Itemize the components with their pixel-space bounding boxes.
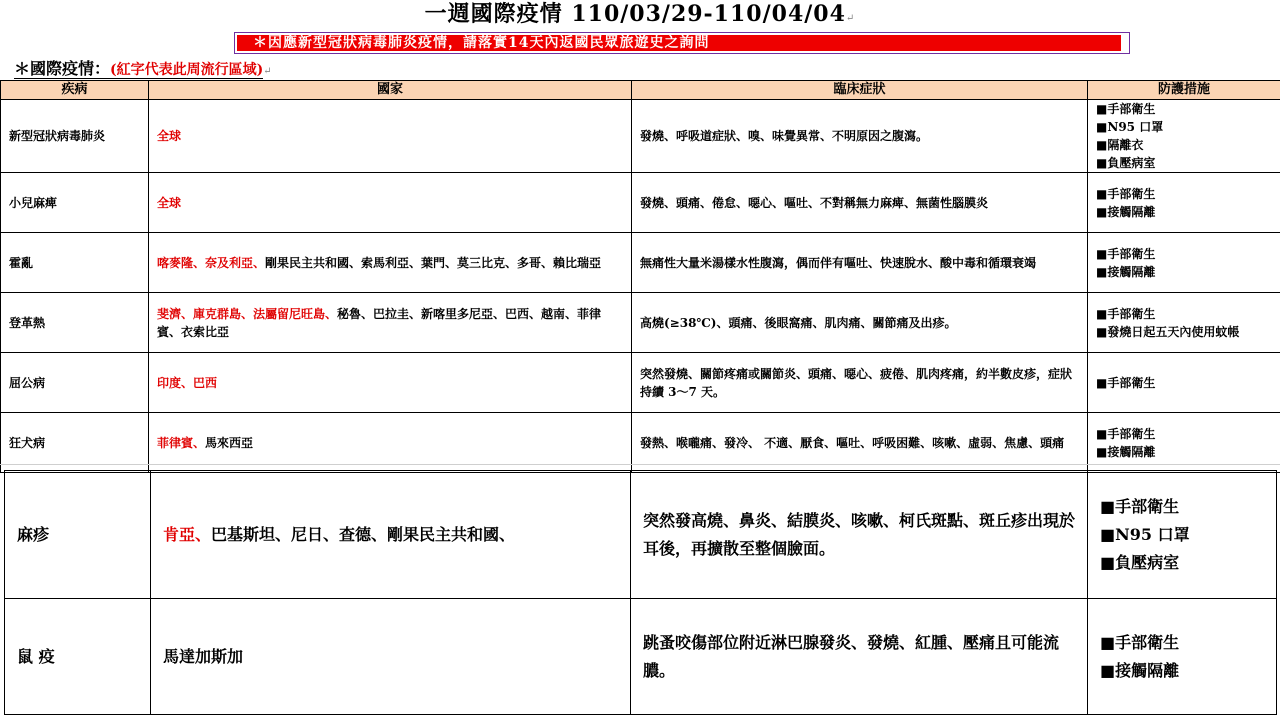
protection-label: 手部衛生 xyxy=(1107,375,1156,390)
disease-cell xyxy=(1,293,149,353)
protection-item xyxy=(1100,521,1264,549)
symptoms-cell xyxy=(631,471,1088,599)
symptoms-text: 發熱、喉嚨痛、發冷、 不適、厭食、嘔吐、呼吸困難、咳嗽、虛弱、焦慮、頭痛 xyxy=(640,435,1065,450)
protection-item xyxy=(1096,323,1272,341)
disease-cell xyxy=(5,471,151,599)
country-list: 馬來西亞 xyxy=(205,435,254,450)
protection-cell xyxy=(1088,353,1280,413)
square-bullet-icon: ■ xyxy=(1096,444,1108,459)
protection-cell xyxy=(1088,233,1280,293)
protection-label: N95 口罩 xyxy=(1107,120,1164,134)
section-subtitle-label: ＊國際疫情： xyxy=(14,59,111,78)
notice-banner-text: ＊因應新型冠狀病毒肺炎疫情，請落實14天內返國民眾旅遊史之詢問 xyxy=(237,35,1121,51)
country-cell xyxy=(149,233,632,293)
table-header-row xyxy=(1,81,1280,100)
protection-item xyxy=(1096,136,1272,154)
protection-label: 手部衛生 xyxy=(1107,306,1156,321)
disease-cell xyxy=(1,353,149,413)
protection-label: 負壓病室 xyxy=(1107,156,1156,170)
protection-cell xyxy=(1088,293,1280,353)
square-bullet-icon: ■ xyxy=(1096,246,1108,261)
table-row xyxy=(1,100,1280,173)
square-bullet-icon: ■ xyxy=(1096,186,1108,201)
epidemic-table-large xyxy=(4,470,1277,715)
protection-cell xyxy=(1088,599,1277,715)
disease-name: 狂犬病 xyxy=(9,435,46,450)
protection-label: 接觸隔離 xyxy=(1107,204,1156,219)
country-red-list: 菲律賓、 xyxy=(157,435,206,450)
disease-name: 小兒麻痺 xyxy=(9,195,58,210)
table-row xyxy=(1,293,1280,353)
country-cell xyxy=(149,173,632,233)
section-subtitle: ＊國際疫情：(紅字代表此周流行區域)↵ xyxy=(14,59,272,78)
country-list: 馬達加斯加 xyxy=(163,646,244,666)
square-bullet-icon: ■ xyxy=(1096,375,1108,390)
protection-item xyxy=(1096,154,1272,172)
protection-item xyxy=(1096,443,1272,461)
square-bullet-icon: ■ xyxy=(1100,632,1116,652)
square-bullet-icon: ■ xyxy=(1100,552,1116,572)
disease-name: 新型冠狀病毒肺炎 xyxy=(9,129,106,143)
page-title: 一週國際疫情 110/03/29-110/04/04↵ xyxy=(424,1,856,27)
protection-label: N95 口罩 xyxy=(1115,524,1190,544)
symptoms-text: 突然發燒、關節疼痛或關節炎、頭痛、噁心、疲倦、肌肉疼痛，約半數皮疹，症狀持續 3～7 天。 xyxy=(640,366,1073,399)
square-bullet-icon: ■ xyxy=(1100,496,1116,516)
symptoms-cell xyxy=(632,100,1088,173)
header-country: 國家 xyxy=(149,81,632,100)
country-red-list: 肯亞、 xyxy=(163,524,212,544)
disease-name: 鼠 疫 xyxy=(17,646,55,666)
table-large-row xyxy=(5,471,1277,599)
symptoms-text: 跳蚤咬傷部位附近淋巴腺發炎、發燒、紅腫、壓痛且可能流膿。 xyxy=(643,632,1060,680)
disease-cell xyxy=(1,173,149,233)
table-row xyxy=(1,173,1280,233)
protection-item xyxy=(1100,493,1264,521)
protection-item xyxy=(1096,263,1272,281)
protection-label: 手部衛生 xyxy=(1107,246,1156,261)
protection-item xyxy=(1096,100,1272,118)
header-symptoms: 臨床症狀 xyxy=(632,81,1088,100)
table-row xyxy=(1,353,1280,413)
table-large-row xyxy=(5,599,1277,715)
protection-label: 負壓病室 xyxy=(1115,552,1180,572)
square-bullet-icon: ■ xyxy=(1096,156,1108,170)
protection-label: 接觸隔離 xyxy=(1107,264,1156,279)
protection-cell xyxy=(1088,471,1277,599)
symptoms-text: 無痛性大量米湯樣水性腹瀉，偶而伴有嘔吐、快速脫水、酸中毒和循環衰竭 xyxy=(640,255,1037,270)
protection-label: 手部衛生 xyxy=(1107,186,1156,201)
protection-item xyxy=(1096,185,1272,203)
country-list: 剛果民主共和國、索馬利亞、葉門、莫三比克、多哥、賴比瑞亞 xyxy=(265,255,602,270)
symptoms-text: 高燒(≥38℃)、頭痛、後眼窩痛、肌肉痛、關節痛及出疹。 xyxy=(640,315,957,330)
symptoms-text: 突然發高燒、鼻炎、結膜炎、咳嗽、柯氏斑點、斑丘疹出現於耳後，再擴散至整個臉面。 xyxy=(643,510,1076,558)
square-bullet-icon: ■ xyxy=(1096,264,1108,279)
protection-label: 手部衛生 xyxy=(1107,426,1156,441)
country-cell xyxy=(151,471,631,599)
protection-cell xyxy=(1088,173,1280,233)
country-cell xyxy=(149,353,632,413)
symptoms-cell xyxy=(632,233,1088,293)
square-bullet-icon: ■ xyxy=(1100,524,1116,544)
protection-item xyxy=(1096,425,1272,443)
disease-name: 屈公病 xyxy=(9,375,46,390)
square-bullet-icon: ■ xyxy=(1096,204,1108,219)
symptoms-text: 發燒、頭痛、倦怠、噁心、嘔吐、不對稱無力麻痺、無菌性腦膜炎 xyxy=(640,195,989,210)
protection-label: 隔離衣 xyxy=(1107,138,1144,152)
country-red-list: 全球 xyxy=(157,129,182,143)
disease-cell xyxy=(5,599,151,715)
protection-label: 接觸隔離 xyxy=(1115,660,1180,680)
square-bullet-icon: ■ xyxy=(1096,120,1108,134)
country-list: 秘魯、巴拉圭、新喀里多尼亞、巴西、越南、菲律賓、衣索比亞 xyxy=(157,306,602,339)
country-red-list: 喀麥隆、奈及利亞、 xyxy=(157,255,266,270)
protection-item xyxy=(1096,118,1272,136)
country-cell xyxy=(149,100,632,173)
table-separator xyxy=(0,464,1280,465)
protection-label: 手部衛生 xyxy=(1115,496,1180,516)
country-cell xyxy=(149,293,632,353)
square-bullet-icon: ■ xyxy=(1096,426,1108,441)
country-cell xyxy=(151,599,631,715)
protection-item xyxy=(1096,305,1272,323)
protection-cell xyxy=(1088,100,1280,173)
symptoms-cell xyxy=(631,599,1088,715)
protection-item xyxy=(1100,657,1264,685)
header-disease: 疾病 xyxy=(1,81,149,100)
protection-item xyxy=(1096,245,1272,263)
protection-label: 手部衛生 xyxy=(1115,632,1180,652)
square-bullet-icon: ■ xyxy=(1096,324,1108,339)
disease-cell xyxy=(1,233,149,293)
page-title-text: 一週國際疫情 110/03/29-110/04/04 xyxy=(424,1,846,27)
square-bullet-icon: ■ xyxy=(1096,102,1108,116)
disease-name: 霍亂 xyxy=(9,255,34,270)
symptoms-cell xyxy=(632,173,1088,233)
disease-name: 麻疹 xyxy=(17,524,50,544)
square-bullet-icon: ■ xyxy=(1100,660,1116,680)
symptoms-text: 發燒、呼吸道症狀、嗅、味覺異常、不明原因之腹瀉。 xyxy=(640,129,929,143)
symptoms-cell xyxy=(632,353,1088,413)
disease-name: 登革熱 xyxy=(9,315,46,330)
table-row xyxy=(1,233,1280,293)
epidemic-table xyxy=(0,80,1280,473)
protection-item xyxy=(1096,203,1272,221)
country-red-list: 印度、巴西 xyxy=(157,375,218,390)
country-list: 巴基斯坦、尼日、查德、剛果民主共和國、 xyxy=(211,524,516,544)
protection-item xyxy=(1096,374,1272,392)
section-subtitle-note: (紅字代表此周流行區域) xyxy=(110,62,264,78)
disease-cell xyxy=(1,100,149,173)
country-red-list: 全球 xyxy=(157,195,182,210)
square-bullet-icon: ■ xyxy=(1096,138,1108,152)
symptoms-cell xyxy=(632,293,1088,353)
protection-item xyxy=(1100,549,1264,577)
country-red-list: 斐濟、庫克群島、法屬留尼旺島、 xyxy=(157,306,338,321)
header-protection: 防護措施 xyxy=(1088,81,1280,100)
notice-banner xyxy=(234,32,1130,54)
protection-item xyxy=(1100,629,1264,657)
protection-label: 發燒日起五天內使用蚊帳 xyxy=(1107,324,1240,339)
square-bullet-icon: ■ xyxy=(1096,306,1108,321)
protection-label: 接觸隔離 xyxy=(1107,444,1156,459)
protection-label: 手部衛生 xyxy=(1107,102,1156,116)
